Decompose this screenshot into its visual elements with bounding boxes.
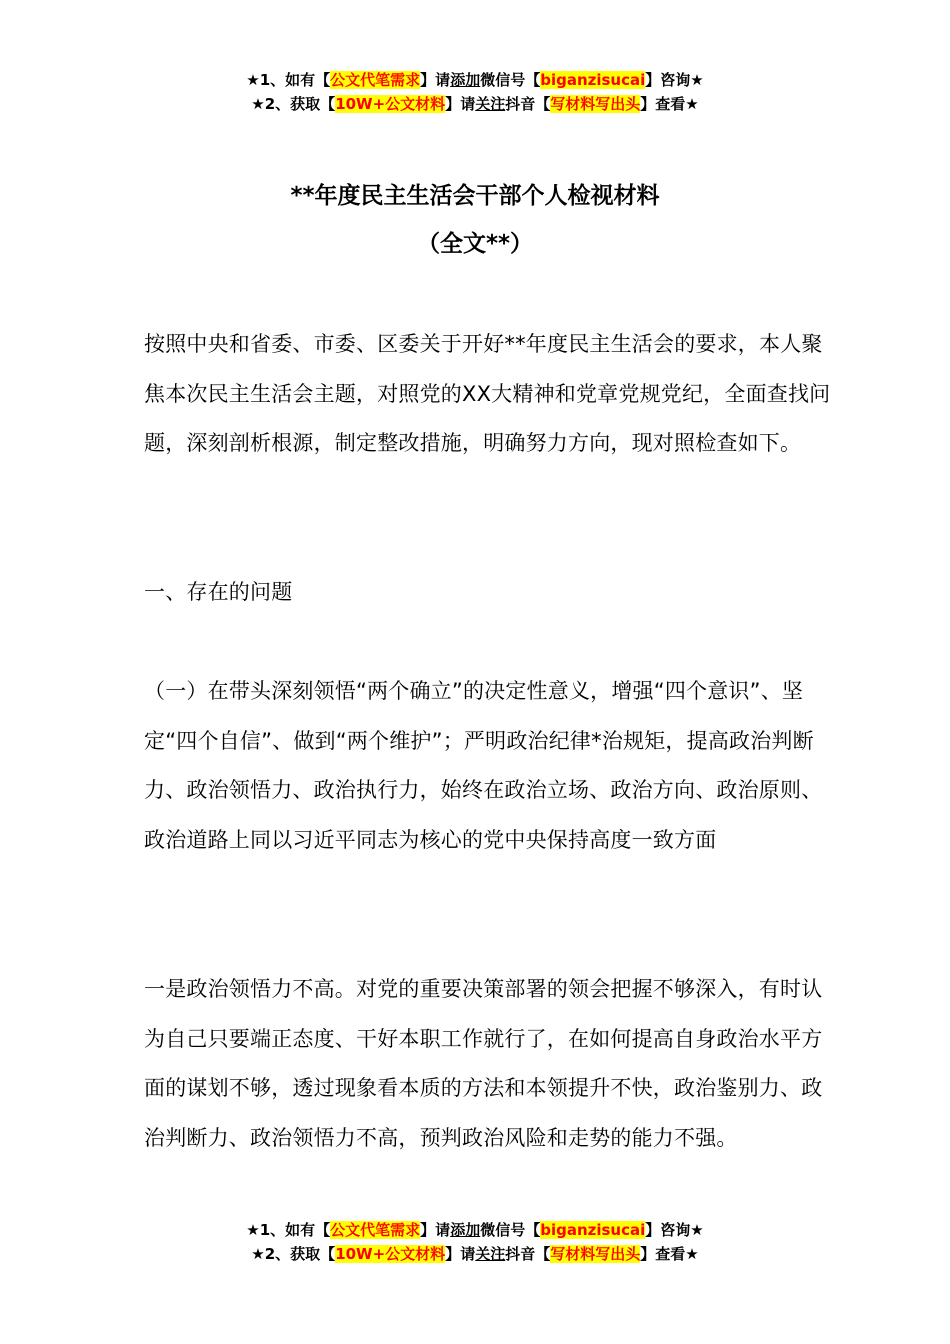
banner-highlight: 公文代笔需求 — [330, 71, 421, 89]
document-subtitle: （全文**） — [416, 231, 534, 257]
banner-text: 】请 — [420, 71, 451, 89]
banner-underlined: 添加 — [450, 71, 481, 89]
banner-text: 微信号【 — [480, 1221, 541, 1239]
banner-line-1 — [0, 1218, 950, 1242]
banner-text: 抖音【 — [505, 1245, 551, 1263]
banner-highlight: 公文代笔需求 — [330, 1221, 421, 1239]
banner-text: ★2、获取【 — [251, 95, 336, 113]
banner-highlight: 写材料写出头 — [550, 95, 641, 113]
banner-line-2 — [0, 1242, 950, 1266]
document-title: **年度民主生活会干部个人检视材料 — [290, 183, 660, 209]
banner-text: ★1、如有【 — [246, 1221, 331, 1239]
banner-highlight: 10W+公文材料 — [335, 95, 446, 113]
banner-text: 】请 — [420, 1221, 451, 1239]
banner-text: 】请 — [445, 1245, 476, 1263]
banner-text: ★2、获取【 — [251, 1245, 336, 1263]
intro-paragraph: 按照中央和省委、市委、区委关于开好**年度民主生活会的要求，本人聚焦本次民主生活会主题，对照党的XX大精神和党章党规党纪，全面查找问题，深刻剖析根源，制定整改措施，明确努力方向，现对照检查如下。 — [144, 332, 831, 455]
banner-line-1 — [0, 68, 950, 92]
banner-line-2 — [0, 92, 950, 116]
section-heading: 一、存在的问题 — [144, 580, 293, 604]
subsection-paragraph: （一）在带头深刻领悟“两个确立”的决定性意义，增强“四个意识”、坚定“四个自信”、做到“两个维护”；严明政治纪律*治规矩，提高政治判断力、政治领悟力、政治执行力，始终在政治立场、政治方向、政治原则、政治道路上同以习近平同志为核心的党中央保持高度一致方面 — [144, 679, 823, 852]
point-paragraph: 一是政治领悟力不高。对党的重要决策部署的领会把握不够深入，有时认为自己只要端正态度、干好本职工作就行了，在如何提高自身政治水平方面的谋划不够，透过现象看本质的方法和本领提升不快，政治鉴别力、政治判断力、政治领悟力不高，预判政治风险和走势的能力不强。 — [144, 977, 823, 1150]
banner-text: 】查看★ — [640, 1245, 699, 1263]
banner-text: 】咨询★ — [645, 71, 704, 89]
banner-text: 】查看★ — [640, 95, 699, 113]
banner-highlight: biganzisucai — [540, 71, 646, 89]
header-banner — [0, 68, 950, 116]
banner-underlined: 添加 — [450, 1221, 481, 1239]
banner-highlight: 写材料写出头 — [550, 1245, 641, 1263]
banner-text: 抖音【 — [505, 95, 551, 113]
banner-text: ★1、如有【 — [246, 71, 331, 89]
banner-underlined: 关注 — [475, 95, 506, 113]
banner-text: 】请 — [445, 95, 476, 113]
banner-highlight: 10W+公文材料 — [335, 1245, 446, 1263]
banner-underlined: 关注 — [475, 1245, 506, 1263]
banner-text: 微信号【 — [480, 71, 541, 89]
banner-text: 】咨询★ — [645, 1221, 704, 1239]
banner-highlight: biganzisucai — [540, 1221, 646, 1239]
footer-banner — [0, 1218, 950, 1266]
